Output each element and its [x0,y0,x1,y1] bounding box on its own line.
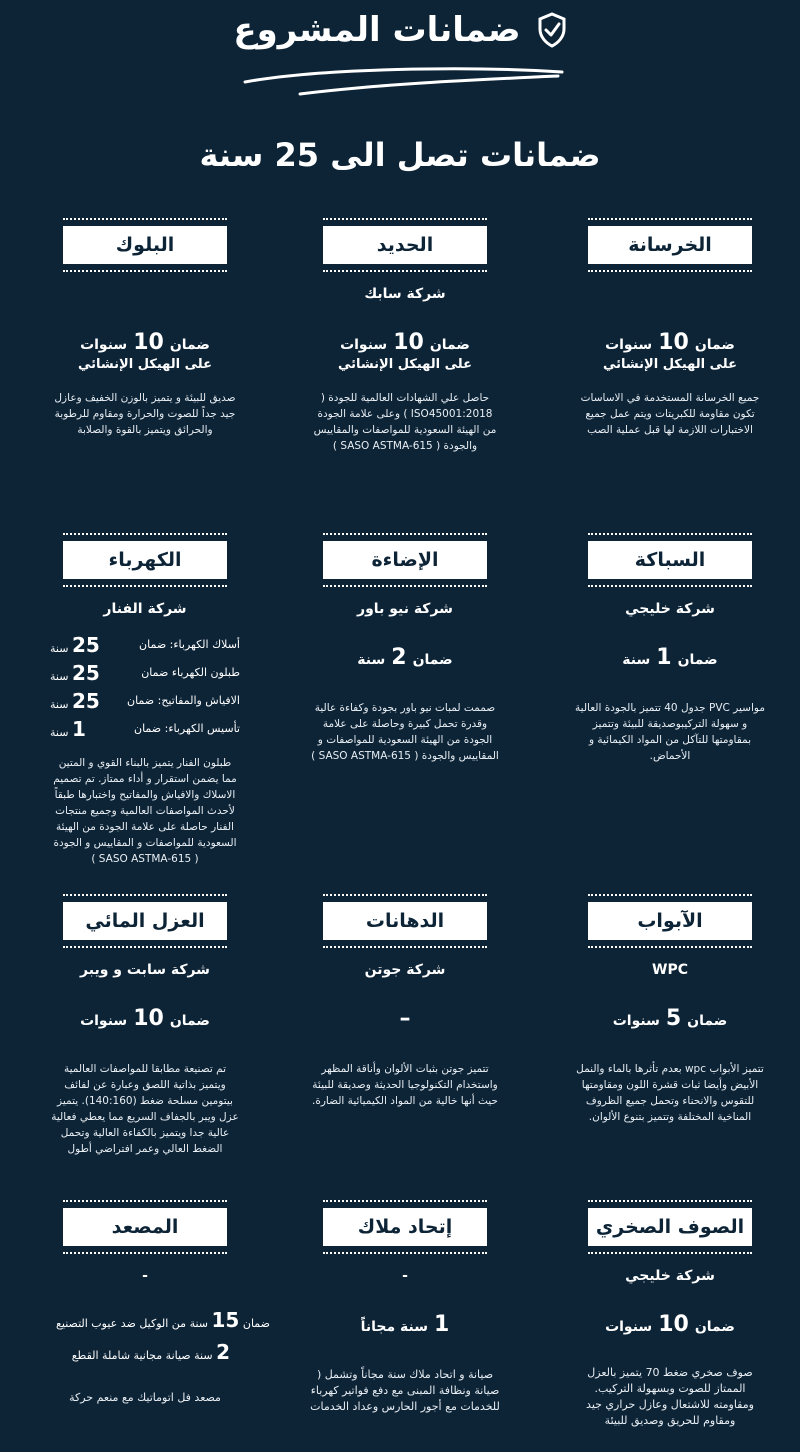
bullet-number: 25 [71,661,100,685]
item-company: شركة نيو باور [357,601,453,617]
bullet-text: الافياش والمفاتيح: ضمان [127,694,240,707]
warranty-number: 2 [391,645,407,670]
warranty [280,645,530,670]
line-text: سنة صيانة مجانية شاملة القطع [71,1349,213,1362]
bullet-unit: سنة [50,698,69,711]
item-label: الآبواب [588,902,752,940]
item-rockwool [545,1208,795,1429]
warranty-scope: على الهيكل الإنشائي [78,357,212,372]
warranty-number: 10 [658,1312,689,1337]
item-description: حاصل علي الشهادات العالمية للجودة ( ISO45001:2018 ) وعلى علامة الجودة من الهيئة السعودية للمواصفات والمقاييس والجودة ( SASO ASTMA-615 ) [313,392,497,452]
item-steel [280,226,530,454]
line-number: 2 [216,1340,230,1364]
warranty-number: 10 [393,330,424,355]
header [0,0,800,200]
warranty-prefix: ضمان [169,1013,210,1029]
warranty-prefix: ضمان [687,1013,728,1029]
item-electrical [20,541,270,867]
shield-check-icon [537,12,567,48]
item-owners-association [280,1208,530,1415]
warranty-prefix: ضمان [169,337,210,353]
warranty-unit: سنوات [340,337,388,353]
item-company: شركة سابك [364,286,446,302]
item-doors [545,902,795,1125]
item-description: تتميز جوتن بثبات الألوان وأناقة المظهر واستخدام التكنولوجيا الحديثة وصديقة للبيئة حيث أنها خالية من المواد الكيميائية الضارة. [312,1063,498,1107]
warranty-number: 1 [434,1312,450,1337]
warranty [280,330,530,355]
bullet-number: 1 [71,717,86,741]
item-company [20,286,270,304]
item-plumbing [545,541,795,764]
warranty-prefix: ضمان [677,652,718,668]
item-paints [280,902,530,1109]
warranty-dash: – [399,1006,411,1031]
item-label: السباكة [588,541,752,579]
item-label: المصعد [63,1208,227,1246]
warranty-list [50,633,240,745]
warranty-line [20,1338,270,1370]
list-item [50,633,240,661]
page-title: ضمانات المشروع [233,10,521,50]
warranty [545,645,795,670]
warranty-unit: سنة [357,652,386,668]
warranty [20,330,270,355]
warranty-unit: سنة مجاناً [360,1319,429,1335]
warranty [280,1006,530,1031]
item-concrete [545,226,795,438]
item-label: الصوف الصخري [588,1208,752,1246]
item-company: شركة خليجي [625,601,715,617]
warranty-number: 10 [133,1006,164,1031]
list-item [50,689,240,717]
line-text: سنة من الوكيل ضد عيوب التصنيع [56,1317,209,1330]
warranty [280,1312,530,1337]
bullet-number: 25 [71,633,100,657]
bullet-text: طبلون الكهرباء ضمان [141,666,240,679]
warranty-number: 1 [656,645,672,670]
warranty-number: 10 [658,330,689,355]
item-company: WPC [652,962,688,978]
main-title [0,10,800,50]
decorative-swoosh [240,62,570,102]
warranty-unit: سنوات [80,337,128,353]
warranty-lines [20,1306,270,1370]
warranty [20,1006,270,1031]
item-company: - [402,1268,408,1284]
item-block [20,226,270,438]
bullet-unit: سنة [50,726,69,739]
item-company: شركة الفنار [103,601,187,617]
item-description: صديق للبيئة و يتميز بالوزن الخفيف وعازل جيد جداً للصوت والحرارة ومقاوم للرطوبة والحرائق ويتميز بالقوة والصلابة [54,392,236,436]
item-company [545,286,795,304]
item-description: تم تصنيعة مطابقا للمواصفات العالمية ويتميز بذاتية اللصق وعبارة عن لفائف بيتومين مسلحة ضغط (140:160). يتميز عزل ويبر بالجفاف السريع مما يعطي فعالية عالية جدا ويتميز بالكفاءة العالية وتحمل الضغط العالي وعمر افتراضي أطول [51,1063,239,1155]
warranty-number: 10 [133,330,164,355]
item-elevator [20,1208,270,1406]
item-label: الكهرباء [63,541,227,579]
item-lighting [280,541,530,764]
warranty-prefix: ضمان [694,1319,735,1335]
bullet-unit: سنة [50,670,69,683]
item-label: العزل المائي [63,902,227,940]
page-subtitle: ضمانات تصل الى 25 سنة [199,136,601,174]
bullet-text: تأسيس الكهرباء: ضمان [133,722,240,735]
warranty-unit: سنة [622,652,651,668]
warranty-unit: سنوات [612,1013,660,1029]
item-description: مصعد فل اتوماتيك مع منعم حركة [69,1391,221,1404]
warranty-unit: سنوات [80,1013,128,1029]
warranty [545,1312,795,1337]
item-description: مواسير PVC جدول 40 تتميز بالجودة العالية و سهولة التركيبوصديقة للبيئة وتتميز بمقاومتها للتآكل من المواد الكيمائية و الأحماض. [575,702,765,762]
item-description: صيانة و اتحاد ملاك سنة مجاناً وتشمل ( صيانة ونظافة المبنى مع دفع فواتير كهرباء للخدمات مع أجور الحارس وعداد الخدمات [310,1368,500,1413]
warranty-scope: على الهيكل الإنشائي [603,357,737,372]
warranty [545,1006,795,1031]
item-waterproofing [20,902,270,1157]
warranty-unit: سنوات [605,1319,653,1335]
warranty-unit: سنوات [605,337,653,353]
item-company: شركة سابت و ويبر [80,962,210,978]
item-company: - [142,1268,148,1284]
bullet-number: 25 [71,689,100,713]
item-company: شركة خليجي [625,1268,715,1284]
item-description: صوف صخري ضغط 70 يتميز بالعزل الممتاز للصوت وبسهولة التركيب. ومقاومته للاشتعال وعازل حراري جيد ومقاوم للحريق وصديق للبيئة [586,1366,754,1427]
warranty-prefix: ضمان [412,652,453,668]
list-item [50,717,240,745]
item-description: صممت لمبات نيو باور بجودة وكفاءة عالية وقدرة تحمل كبيرة وحاصلة على علامة الجودة من الهيئة السعودية للمواصفات و المقاييس والجودة ( SASO ASTMA-615 ) [311,702,499,762]
line-number: 15 [211,1308,240,1332]
item-description: طبلون الفنار يتميز بالبناء القوي و المتين مما يضمن استقرار و أداء ممتاز. تم تصميم الاسلاك والافياش والمفاتيح واختبارها طبقاً لأحدث المواصفات العالمية وجميع منتجات الفنار حاصلة على علامة الجودة من الهيئة السعودية للمواصفات و المقاييس و الجودة ( SASO ASTMA-615 ) [53,757,237,865]
warranty-prefix: ضمان [694,337,735,353]
warranty-prefix: ضمان [429,337,470,353]
item-label: الدهانات [323,902,487,940]
bullet-text: أسلاك الكهرباء: ضمان [139,638,240,651]
item-label: الإضاءة [323,541,487,579]
line-prefix: ضمان [242,1317,270,1330]
item-label: إتحاد ملاك [323,1208,487,1246]
item-label: البلوك [63,226,227,264]
warranty [545,330,795,355]
list-item [50,661,240,689]
item-label: الخرسانة [588,226,752,264]
warranty-number: 5 [665,1006,682,1031]
bullet-unit: سنة [50,642,69,655]
item-description: جميع الخرسانة المستخدمة في الاساسات تكون مقاومة للكبريتات ويتم عمل جميع الاختبارات اللازمة لها قبل عملية الصب [580,392,760,436]
warranty-scope: على الهيكل الإنشائي [338,357,472,372]
item-description: تتميز الأبواب wpc بعدم تأثرها بالماء والنمل الأبيض وأيضا ثبات قشرة اللون ومقاومتها للتقوس والانحناء وتحمل جميع الظروف المناخية المختلفة وتتميز بتنوع الألوان. [576,1063,764,1123]
item-label: الحديد [323,226,487,264]
item-company: شركة جوتن [364,962,446,978]
warranty-line [20,1306,270,1338]
